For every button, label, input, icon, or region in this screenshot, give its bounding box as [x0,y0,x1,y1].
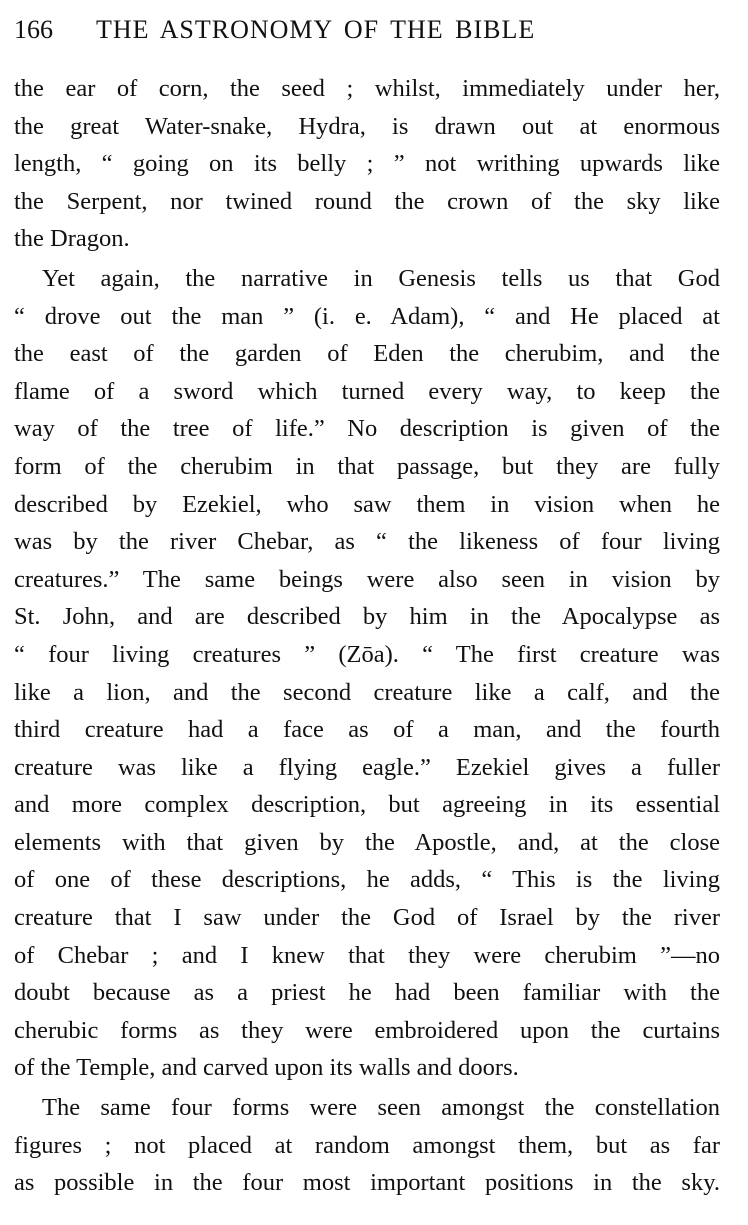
text-line: “ four living creatures ” (Zōa). “ The first creature was [14,640,720,668]
text-line: Yet again, the narrative in Genesis tells us that God [42,264,720,292]
text-line: of one of these descriptions, he adds, “ This is the living [14,866,720,894]
text-line: creature that I saw under the God of Israel by the river [14,904,720,932]
text-line: like a lion, and the second creature like a calf, and the [14,678,720,706]
text-line: doubt because as a priest he had been familiar with the [14,979,720,1007]
text-line: creatures.” The same beings were also seen in vision by [14,565,720,593]
running-head [14,10,720,50]
text-line: the east of the garden of Eden the cherubim, and the [14,340,720,368]
text-line: as possible in the four most important positions in the sky. [14,1169,720,1197]
text-line: of Chebar ; and I knew that they were cherubim ”—no [14,941,720,969]
text-line: The same four forms were seen amongst the constellation [42,1094,720,1122]
text-line: elements with that given by the Apostle, and, at the close [14,828,720,856]
book-title-header: THE ASTRONOMY OF THE BIBLE [96,15,536,44]
text-line: flame of a sword which turned every way, to keep the [14,377,720,405]
text-line: the Serpent, nor twined round the crown of the sky like [14,187,720,215]
book-page [14,10,720,1202]
page-number: 166 [14,15,53,44]
text-line: described by Ezekiel, who saw them in vision when he [14,490,720,518]
text-line: was by the river Chebar, as “ the likeness of four living [14,528,720,556]
text-line: length, “ going on its belly ; ” not writhing upwards like [14,150,720,178]
text-line: creature was like a flying eagle.” Ezekiel gives a fuller [14,753,720,781]
text-line: St. John, and are described by him in the Apocalypse as [14,603,720,631]
body-text [14,70,720,1202]
text-line: third creature had a face as of a man, and the fourth [14,716,720,744]
text-line: figures ; not placed at random amongst them, but as far [14,1131,720,1159]
text-line: cherubic forms as they were embroidered upon the curtains [14,1016,720,1044]
paragraph-1 [14,70,720,258]
text-line: the great Water-snake, Hydra, is drawn out at enormous [14,112,720,140]
text-line: and more complex description, but agreeing in its essential [14,791,720,819]
text-line: way of the tree of life.” No description is given of the [14,415,720,443]
text-line: the ear of corn, the seed ; whilst, immediately under her, [14,75,720,102]
text-line: of the Temple, and carved upon its walls and doors. [14,1054,519,1082]
text-line: the Dragon. [14,225,130,253]
text-line: “ drove out the man ” (i. e. Adam), “ and He placed at [14,302,720,330]
text-line: form of the cherubim in that passage, but they are fully [14,452,720,480]
paragraph-3 [14,1089,720,1202]
paragraph-2 [14,260,720,1087]
